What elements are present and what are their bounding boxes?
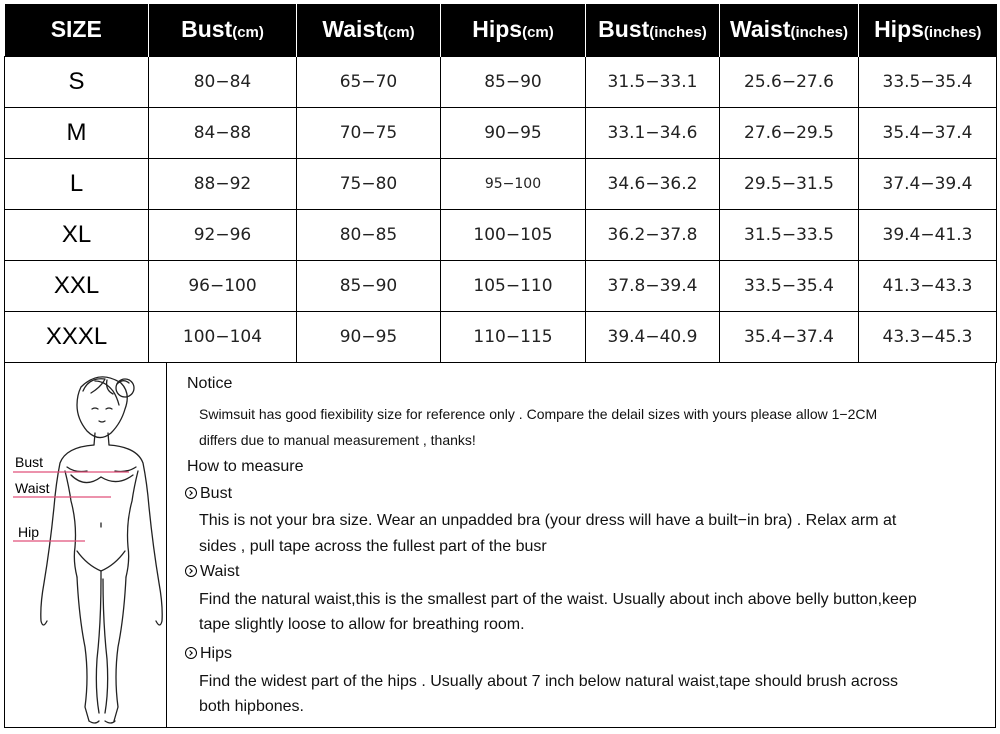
size-cell: XXL xyxy=(5,260,149,311)
bust-inches-cell: 33.1−34.6 xyxy=(586,107,720,158)
waist-inches-cell: 31.5−33.5 xyxy=(720,209,859,260)
waist-instruction-line-2: tape slightly loose to allow for breathing room. xyxy=(199,616,525,633)
hips-inches-cell: 35.4−37.4 xyxy=(859,107,997,158)
arrow-circle-icon xyxy=(185,487,197,499)
size-cell: L xyxy=(5,158,149,209)
header-bust-inches: Bust(inches) xyxy=(586,4,720,56)
bust-cm-cell: 96−100 xyxy=(149,260,297,311)
size-cell: M xyxy=(5,107,149,158)
waist-cm-cell: 85−90 xyxy=(297,260,441,311)
hips-inches-cell: 41.3−43.3 xyxy=(859,260,997,311)
how-to-measure-title: How to measure xyxy=(187,458,304,475)
waist-inches-cell: 35.4−37.4 xyxy=(720,311,859,362)
bust-inches-cell: 31.5−33.1 xyxy=(586,56,720,107)
waist-cm-cell: 65−70 xyxy=(297,56,441,107)
table-row xyxy=(5,209,997,260)
bust-cm-cell: 88−92 xyxy=(149,158,297,209)
body-figure-cell xyxy=(5,363,167,727)
waist-cm-cell: 75−80 xyxy=(297,158,441,209)
header-waist-inches: Waist(inches) xyxy=(720,4,859,56)
size-cell: XL xyxy=(5,209,149,260)
notice-line-2: differs due to manual measurement , thanks! xyxy=(199,432,476,448)
table-row xyxy=(5,260,997,311)
table-row xyxy=(5,107,997,158)
header-waist-cm: Waist(cm) xyxy=(297,4,441,56)
header-hips-cm: Hips(cm) xyxy=(441,4,586,56)
bust-inches-cell: 39.4−40.9 xyxy=(586,311,720,362)
hips-section-title: Hips xyxy=(185,645,232,663)
bust-cm-cell: 100−104 xyxy=(149,311,297,362)
waist-inches-cell: 25.6−27.6 xyxy=(720,56,859,107)
table-row xyxy=(5,56,997,107)
size-chart-table xyxy=(4,4,997,363)
hips-inches-cell: 37.4−39.4 xyxy=(859,158,997,209)
body-figure-illustration xyxy=(5,363,167,727)
size-cell: S xyxy=(5,56,149,107)
bust-inches-cell: 37.8−39.4 xyxy=(586,260,720,311)
waist-cm-cell: 80−85 xyxy=(297,209,441,260)
hips-cm-cell: 90−95 xyxy=(441,107,586,158)
bust-instruction-line-1: This is not your bra size. Wear an unpadded bra (your dress will have a built−in bra) . Relax arm at xyxy=(199,512,897,529)
waist-cm-cell: 90−95 xyxy=(297,311,441,362)
bust-instruction-line-2: sides , pull tape across the fullest part of the busr xyxy=(199,538,547,555)
waist-label: Waist xyxy=(15,480,50,496)
hips-instruction-line-2: both hipbones. xyxy=(199,698,304,715)
hips-cm-cell: 85−90 xyxy=(441,56,586,107)
table-row xyxy=(5,158,997,209)
hips-inches-cell: 43.3−45.3 xyxy=(859,311,997,362)
bust-label: Bust xyxy=(15,454,44,470)
measurement-guide-panel xyxy=(4,362,996,728)
bust-cm-cell: 92−96 xyxy=(149,209,297,260)
bust-inches-cell: 34.6−36.2 xyxy=(586,158,720,209)
bust-cm-cell: 84−88 xyxy=(149,107,297,158)
waist-section-title: Waist xyxy=(185,563,239,581)
header-bust-cm: Bust(cm) xyxy=(149,4,297,56)
hips-instruction-line-1: Find the widest part of the hips . Usually about 7 inch below natural waist,tape should brush across xyxy=(199,673,899,690)
hips-inches-cell: 33.5−35.4 xyxy=(859,56,997,107)
arrow-circle-icon xyxy=(185,647,197,659)
header-size: SIZE xyxy=(5,4,149,56)
waist-inches-cell: 33.5−35.4 xyxy=(720,260,859,311)
hips-inches-cell: 39.4−41.3 xyxy=(859,209,997,260)
bust-section-title: Bust xyxy=(185,485,232,503)
hips-cm-cell: 110−115 xyxy=(441,311,586,362)
waist-instruction-line-1: Find the natural waist,this is the smallest part of the waist. Usually about inch above belly button,keep xyxy=(199,591,917,608)
header-hips-inches: Hips(inches) xyxy=(859,4,997,56)
notice-title: Notice xyxy=(187,375,233,392)
waist-cm-cell: 70−75 xyxy=(297,107,441,158)
size-cell: XXXL xyxy=(5,311,149,362)
waist-inches-cell: 29.5−31.5 xyxy=(720,158,859,209)
bust-cm-cell: 80−84 xyxy=(149,56,297,107)
notice-line-1: Swimsuit has good fiexibility size for reference only . Compare the delail sizes with yours please allow 1−2CM xyxy=(199,406,878,422)
waist-inches-cell: 27.6−29.5 xyxy=(720,107,859,158)
bust-inches-cell: 36.2−37.8 xyxy=(586,209,720,260)
hip-label: Hip xyxy=(18,524,40,540)
arrow-circle-icon xyxy=(185,565,197,577)
header-row xyxy=(5,4,997,56)
table-row xyxy=(5,311,997,362)
hips-cm-cell: 95−100 xyxy=(441,158,586,209)
hips-cm-cell: 100−105 xyxy=(441,209,586,260)
hips-cm-cell: 105−110 xyxy=(441,260,586,311)
